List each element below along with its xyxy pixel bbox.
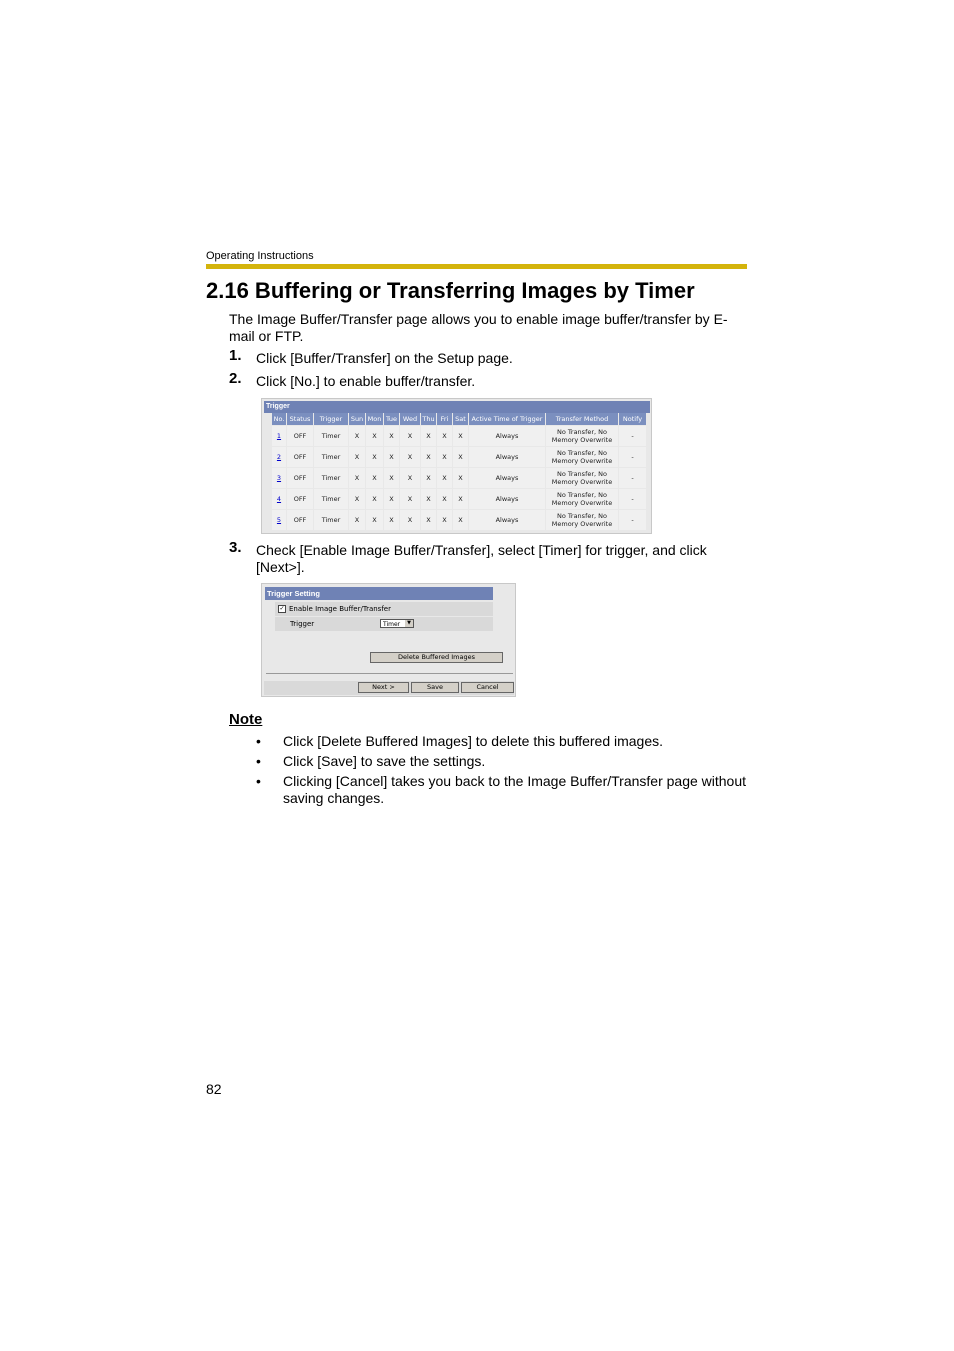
table-cell: Timer bbox=[314, 468, 348, 488]
table-cell: OFF bbox=[287, 426, 313, 446]
step-text: Check [Enable Image Buffer/Transfer], select [Timer] for trigger, and click [Next>]. bbox=[256, 542, 707, 575]
trigger-row bbox=[275, 617, 493, 631]
table-row bbox=[272, 468, 646, 488]
table-cell: X bbox=[384, 510, 399, 530]
table-cell: OFF bbox=[287, 468, 313, 488]
step-number: 2. bbox=[229, 370, 242, 387]
table-cell: X bbox=[349, 447, 365, 467]
table-cell: X bbox=[384, 426, 399, 446]
cancel-button[interactable]: Cancel bbox=[461, 682, 514, 693]
row-number-link[interactable]: 3 bbox=[272, 468, 286, 488]
table-cell: X bbox=[400, 489, 420, 509]
table-cell: X bbox=[366, 510, 383, 530]
table-cell: Always bbox=[469, 426, 545, 446]
header-rule bbox=[206, 264, 747, 269]
col-header: Status bbox=[287, 413, 313, 425]
table-cell: X bbox=[349, 510, 365, 530]
table-cell: X bbox=[400, 468, 420, 488]
trigger-setting-title: Trigger Setting bbox=[265, 587, 493, 600]
table-cell: X bbox=[366, 468, 383, 488]
enable-checkbox[interactable]: ✓ bbox=[279, 605, 285, 612]
table-cell: X bbox=[437, 489, 452, 509]
table-cell: X bbox=[421, 489, 436, 509]
table-cell: X bbox=[453, 489, 468, 509]
chevron-down-icon: ▼ bbox=[405, 620, 413, 627]
table-cell: - bbox=[619, 468, 646, 488]
row-number-link[interactable]: 1 bbox=[272, 426, 286, 446]
col-header: Transfer Method bbox=[546, 413, 618, 425]
table-cell: X bbox=[421, 447, 436, 467]
trigger-table bbox=[271, 412, 647, 531]
row-number-link[interactable]: 4 bbox=[272, 489, 286, 509]
col-header: No. bbox=[273, 415, 285, 423]
col-header: Active Time of Trigger bbox=[469, 413, 545, 425]
table-cell: Always bbox=[469, 447, 545, 467]
table-cell: No Transfer, No Memory Overwrite bbox=[546, 426, 618, 446]
table-row bbox=[272, 426, 646, 446]
table-cell: X bbox=[384, 447, 399, 467]
table-cell: - bbox=[619, 447, 646, 467]
trigger-select-value: Timer bbox=[383, 621, 401, 628]
section-title: 2.16 Buffering or Transferring Images by Timer bbox=[206, 278, 695, 303]
note-text: Click [Save] to save the settings. bbox=[283, 753, 486, 769]
table-cell: X bbox=[421, 510, 436, 530]
table-cell: X bbox=[366, 426, 383, 446]
table-cell: No Transfer, No Memory Overwrite bbox=[546, 489, 618, 509]
table-cell: OFF bbox=[287, 489, 313, 509]
row-number-link[interactable]: 2 bbox=[272, 447, 286, 467]
table-cell: X bbox=[437, 447, 452, 467]
table-cell: Always bbox=[469, 468, 545, 488]
step-text: Click [No.] to enable buffer/transfer. bbox=[256, 373, 476, 389]
table-cell: Timer bbox=[314, 510, 348, 530]
col-header: Thu bbox=[422, 415, 435, 423]
table-cell: X bbox=[349, 426, 365, 446]
table-cell: X bbox=[384, 468, 399, 488]
table-cell: OFF bbox=[287, 510, 313, 530]
bullet-icon: • bbox=[256, 733, 261, 749]
table-cell: X bbox=[453, 468, 468, 488]
enable-label: Enable Image Buffer/Transfer bbox=[289, 605, 391, 613]
intro-paragraph: The Image Buffer/Transfer page allows you to enable image buffer/transfer by E-mail or FTP. bbox=[229, 311, 728, 344]
table-cell: Always bbox=[469, 510, 545, 530]
table-cell: X bbox=[437, 426, 452, 446]
table-row bbox=[272, 510, 646, 530]
table-cell: X bbox=[421, 426, 436, 446]
running-header: Operating Instructions bbox=[206, 250, 314, 262]
save-button[interactable]: Save bbox=[411, 682, 459, 693]
table-cell: X bbox=[400, 447, 420, 467]
table-cell: X bbox=[400, 426, 420, 446]
note-text: Click [Delete Buffered Images] to delete this buffered images. bbox=[283, 733, 664, 749]
table-cell: X bbox=[453, 426, 468, 446]
note-text: Clicking [Cancel] takes you back to the Image Buffer/Transfer page without saving changes. bbox=[283, 773, 747, 806]
col-header: Notify bbox=[619, 413, 646, 425]
trigger-label: Trigger bbox=[290, 620, 315, 628]
table-cell: No Transfer, No Memory Overwrite bbox=[546, 510, 618, 530]
step-number: 3. bbox=[229, 539, 242, 556]
row-number-link[interactable]: 5 bbox=[272, 510, 286, 530]
table-cell: X bbox=[453, 510, 468, 530]
table-cell: Timer bbox=[314, 426, 348, 446]
col-header: Fri bbox=[437, 413, 452, 425]
step-text: Click [Buffer/Transfer] on the Setup page. bbox=[256, 350, 513, 366]
table-cell: X bbox=[437, 510, 452, 530]
bullet-icon: • bbox=[256, 753, 261, 769]
table-cell: X bbox=[437, 468, 452, 488]
table-header-row bbox=[272, 413, 646, 425]
table-cell: X bbox=[349, 468, 365, 488]
bullet-icon: • bbox=[256, 773, 261, 789]
table-cell: - bbox=[619, 426, 646, 446]
table-cell: Timer bbox=[314, 447, 348, 467]
col-header: Mon bbox=[367, 415, 382, 423]
table-cell: X bbox=[366, 489, 383, 509]
table-cell: No Transfer, No Memory Overwrite bbox=[546, 468, 618, 488]
table-cell: Always bbox=[469, 489, 545, 509]
trigger-select[interactable] bbox=[380, 619, 414, 628]
table-row bbox=[272, 489, 646, 509]
table-cell: X bbox=[366, 447, 383, 467]
note-heading: Note bbox=[229, 711, 263, 728]
table-cell: X bbox=[421, 468, 436, 488]
delete-buffered-images-button[interactable]: Delete Buffered Images bbox=[370, 652, 503, 663]
col-header: Sat bbox=[453, 413, 468, 425]
table-cell: X bbox=[453, 447, 468, 467]
col-header: Sun bbox=[350, 415, 364, 423]
table-cell: - bbox=[619, 489, 646, 509]
enable-row bbox=[275, 602, 493, 616]
divider bbox=[266, 673, 513, 674]
table-cell: X bbox=[384, 489, 399, 509]
table-cell: Timer bbox=[314, 489, 348, 509]
page-number: 82 bbox=[206, 1081, 222, 1097]
table-cell: OFF bbox=[287, 447, 313, 467]
table-row bbox=[272, 447, 646, 467]
col-header: Tue bbox=[385, 415, 398, 423]
col-header: Wed bbox=[400, 413, 420, 425]
col-header: Trigger bbox=[314, 413, 348, 425]
trigger-setting-screenshot bbox=[261, 583, 516, 697]
table-cell: - bbox=[619, 510, 646, 530]
table-cell: X bbox=[349, 489, 365, 509]
table-cell: No Transfer, No Memory Overwrite bbox=[546, 447, 618, 467]
table-cell: X bbox=[400, 510, 420, 530]
step-number: 1. bbox=[229, 347, 242, 364]
next-button[interactable]: Next > bbox=[358, 682, 409, 693]
trigger-table-title: Trigger bbox=[264, 401, 650, 413]
